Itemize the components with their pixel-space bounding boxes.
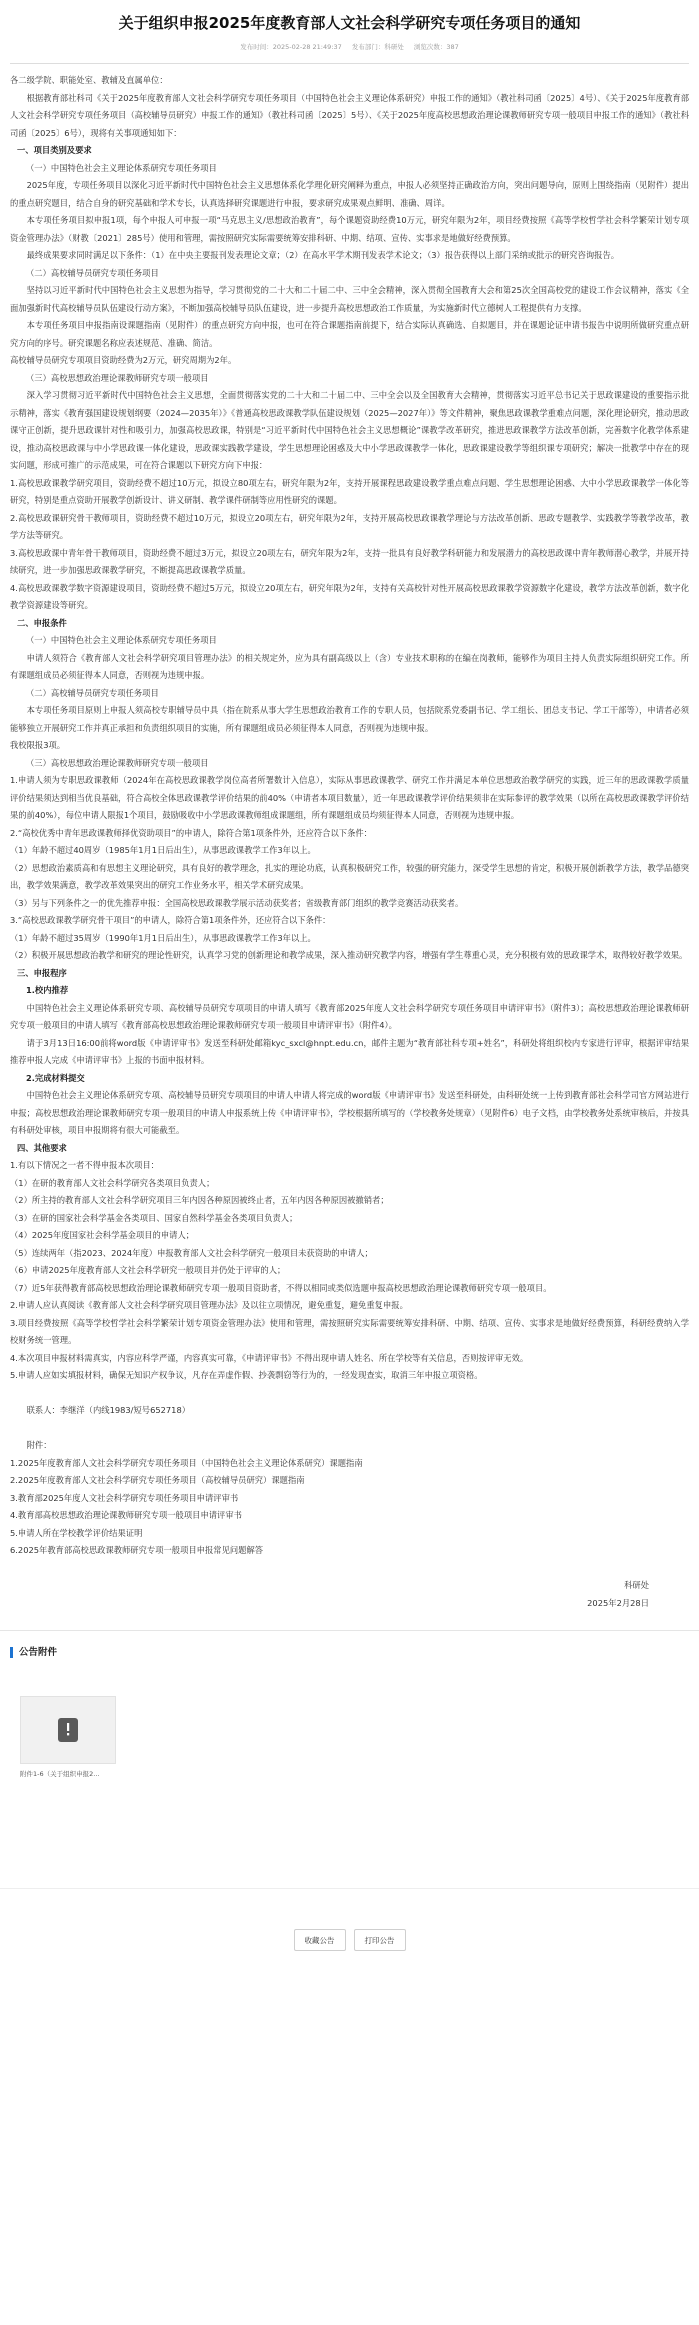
- paragraph: 2.“高校优秀中青年思政课教师择优资助项目”的申请人，除符合第1项条件外，还应符合以下条件：: [10, 827, 372, 838]
- action-bar: [0, 1888, 699, 1981]
- subsection-heading: （三）高校思想政治理论课教师研究专项一般项目: [26, 372, 209, 383]
- paragraph: 深入学习贯彻习近平新时代中国特色社会主义思想，全面贯彻落实党的二十大和二十届二中、三中全会以及全国教育大会精神，贯彻落实习近平总书记关于思政课建设的重要指示批示精神，落实《教育强国建设规划纲要（2024—2035年）》《普通高校思政课教学队伍建设规划（2025—2027年）》等文件精神，聚焦思政课教学重难点问题，深化理论研究，推动思政课守正创新，提升思政课针对性和吸引力，加强高校思政课，特别是“习近平新时代中国特色社会主义思想概论”课教学改革研究，推进思政课教学方法改革创新，完善数字化教学体系建设，推动高校思政课与中小学思政课一体化建设，思政课实践教学建设，学生思想理论困惑及大中小学思政课教学一体化，思政课建设教学等组织课专项研究；解决一批教学中存在的现实问题，形成可推广的示范成果，可在符合课题以下研究方向下申报：: [10, 390, 689, 470]
- paragraph: 坚持以习近平新时代中国特色社会主义思想为指导，学习贯彻党的二十大和二十届二中、三中全会精神，深入贯彻全国教育大会和第25次全国高校党的建设工作会议精神，落实《全面加强新时代高校辅导员队伍建设行动方案》，不断加强高校辅导员队伍建设，进一步提升高校思想政治工作质量，为实施新时代立德树人工程提供有力支撑。: [10, 285, 689, 313]
- paragraph: 联系人：李继洋（内线1983/短号652718）: [26, 1405, 191, 1415]
- paragraph: 1.申请人须为专职思政课教师（2024年在高校思政课教学岗位高者所署数计入信息），实际从事思政课教学、研究工作并满足本单位思想政治教学研究的实践，近三年的思政课教学质量评价结果须达到相当优良基础，符合高校全体思政课教学评价结果的前40%（申请者本项目数量），近一年思政课教学评价结果须非在实际参评的教学效果（以所在高校思政课教学评价结果的前40%），每位申请人限报1个项目，鼓励吸收中小学思政课教师组成课题组，所有课题组成员均须征得本人同意，否则视为违规申报。: [10, 775, 689, 820]
- blank-line: [10, 1560, 689, 1578]
- paragraph: 最终成果要求同时满足以下条件：（1）在中央主要报刊发表理论文章；（2）在高水平学术期刊发表学术论文；（3）报告获得以上部门采纳或批示的研究咨询报告。: [26, 250, 620, 260]
- header: [0, 0, 699, 57]
- print-button[interactable]: 打印公告: [354, 1929, 406, 1951]
- paragraph: 3.项目经费按照《高等学校哲学社会科学繁荣计划专项资金管理办法》使用和管理，需按照研究实际需要统筹安排科研、中期、结项、宣传、实事求是地做好经费预算，科研经费纳入学校财务统一管理。: [10, 1317, 689, 1345]
- paragraph: 2025年度，专项任务项目以深化习近平新时代中国特色社会主义思想体系化学理化研究阐释为重点，申报人必须坚持正确政治方向，突出问题导向，原则上围绕指南（见附件）提出的重点研究题目，结合自身的研究基础和学术专长，认真选择研究课题进行申报，要求研究成果观点鲜明、准确、周详。: [10, 180, 689, 208]
- page-title: 关于组织申报2025年度教育部人文社会科学研究专项任务项目的通知: [118, 14, 581, 32]
- paragraph: 2.高校思政课研究骨干教师项目，资助经费不超过10万元，拟设立20项左右，研究年限为2年，支持开展高校思政课教学理论与方法改革创新、思政专题教学、实践教学等教学改革，教学方法等研究。: [10, 512, 689, 540]
- paragraph: 中国特色社会主义理论体系研究专项、高校辅导员研究专项项目的申请人填写《教育部2025年度人文社会科学研究专项任务项目申请评审书》（附件3）；高校思想政治理论课教师研究专项一般项目的申请人填写《教育部高校思想政治理论课教师研究专项一般项目申请评审书》（附件4）。: [10, 1002, 689, 1030]
- section-heading: 三、申报程序: [17, 967, 67, 978]
- blank-line: [10, 1420, 689, 1438]
- attachments-section: [0, 1630, 699, 1778]
- paragraph: （6）申请2025年度教育部人文社会科学研究一般项目并仍处于评审的人；: [10, 1265, 286, 1275]
- paragraph: （3）另与下列条件之一的优先推荐申报：全国高校思政课教学展示活动获奖者；省级教育部门组织的教学竞赛活动获奖者。: [10, 897, 464, 908]
- paragraph: 6.2025年教育部高校思政课教师研究专项一般项目申报常见问题解答: [10, 1545, 264, 1555]
- subsection-heading: 1.校内推荐: [26, 985, 69, 995]
- favorite-button[interactable]: 收藏公告: [294, 1929, 346, 1951]
- paragraph: 5.申请人所在学校教学评价结果证明: [10, 1527, 143, 1538]
- attachments-title: 公告附件: [10, 1647, 689, 1658]
- paragraph: （7）近5年获得教育部高校思想政治理论课教师研究专项一般项目资助者，不得以相同或类似选题申报高校思想政治理论课教师研究专项一般项目。: [10, 1282, 552, 1293]
- section-heading: 二、申报条件: [17, 617, 67, 628]
- paragraph: 1.高校思政课教学研究项目，资助经费不超过10万元，拟设立80项左右，研究年限为2年，支持开展课程思政建设教学重点难点问题、学生思想理论困惑、大中小学思政课教学一体化等研究，特别是重点资助开展教学创新设计、讲义研制、教学课件研制等应用性研究的课题。: [10, 477, 689, 505]
- publish-department: 发布部门：科研处: [351, 43, 404, 51]
- attachment-thumbnail[interactable]: [20, 1696, 116, 1764]
- paragraph: 根据教育部社科司《关于2025年度教育部人文社会科学研究专项任务项目（中国特色社会主义理论体系研究）申报工作的通知》（教社科司函〔2025〕4号）、《关于2025年度教育部人文社会科学研究专项任务项目（高校辅导员研究）申报工作的通知》（教社科司函〔2025〕5号）、《关于2025年度高校思想政治理论课教师研究专项一般项目申报工作的通知》（教社科司函〔2025〕6号），现将有关事项通知如下：: [10, 92, 689, 138]
- paragraph: 3.教育部2025年度人文社会科学研究专项任务项目申请评审书: [10, 1492, 239, 1503]
- paragraph: 本专项任务项目拟申报1项，每个申报人可申报一项“马克思主义/思想政治教育”，每个课题资助经费10万元，研究年限为2年，项目经费按照《高等学校哲学社会科学繁荣计划专项资金管理办法》（财教〔2021〕285号）使用和管理，需按照研究实际需要统筹安排科研、中期、结项、宣传、实事求是地做好经费预算。: [10, 215, 689, 243]
- paragraph: 附件：: [26, 1440, 52, 1450]
- paragraph: 2.申请人应认真阅读《教育部人文社会科学研究项目管理办法》及以往立项情况，避免重复，避免重复申报。: [10, 1300, 408, 1310]
- view-count: 浏览次数：387: [413, 43, 459, 51]
- publish-time: 发布时间：2025-02-28 21:49:37: [240, 43, 342, 51]
- paragraph: 申请人须符合《教育部人文社会科学研究项目管理办法》的相关规定外，应为具有副高级以上（含）专业技术职称的在编在岗教师，能够作为项目主持人负责实际组织研究工作。所有课题组成员必须征得本人同意，否则视为违规申报。: [10, 652, 689, 680]
- subsection-heading: （三）高校思想政治理论课教师研究专项一般项目: [26, 757, 209, 768]
- attachment-file-name[interactable]: 附件1-6（关于组织申报2...: [20, 1770, 100, 1778]
- article-body: [0, 64, 699, 1612]
- paragraph: （1）年龄不超过40周岁（1985年1月1日后出生），从事思政课教学工作3年以上。: [10, 845, 316, 855]
- paragraph: （2）所主持的教育部人文社会科学研究项目三年内因各种原因被终止者，五年内因各种原因被撤销者；: [10, 1195, 389, 1205]
- section-heading: 一、项目类别及要求: [17, 145, 92, 155]
- blank-line: [10, 1385, 689, 1403]
- paragraph: 4.教育部高校思想政治理论课教师研究专项一般项目申请评审书: [10, 1510, 242, 1520]
- section-heading: 四、其他要求: [17, 1142, 67, 1153]
- paragraph: （2）思想政治素质高和有思想主义理论研究，具有良好的教学理念，扎实的理论功底，认真积极研究工作，较强的研究能力，深受学生思想的肯定，积极开展创新教学方法，教学品德突出，教学效果满意，教学改革效果突出的研究工作业务水平，相关学术研究成果。: [10, 862, 689, 890]
- publish-meta: [10, 42, 689, 51]
- paragraph: 各二级学院、职能处室、教辅及直属单位：: [10, 75, 168, 85]
- paragraph: （1）年龄不超过35周岁（1990年1月1日后出生），从事思政课教学工作3年以上。: [10, 932, 316, 943]
- paragraph: 我校限报3项。: [10, 740, 66, 750]
- paragraph: 2.2025年度教育部人文社会科学研究专项任务项目（高校辅导员研究）课题指南: [10, 1475, 305, 1485]
- paragraph: 1.有以下情况之一者不得申报本次项目：: [10, 1160, 159, 1170]
- paragraph: 本专项任务项目申报指南设课题指南（见附件）的重点研究方向申报，也可在符合课题指南前提下，结合实际认真确选、自拟题目，并在课题论证申请书报告中说明所做研究重点研究方向的序号。研究课题名称应表述规范、准确、简洁。: [10, 320, 689, 348]
- subsection-heading: （一）中国特色社会主义理论体系研究专项任务项目: [26, 635, 217, 645]
- paragraph: （1）在研的教育部人文社会科学研究各类项目负责人；: [10, 1177, 215, 1188]
- paragraph: （3）在研的国家社会科学基金各类项目、国家自然科学基金各类项目负责人；: [10, 1212, 298, 1223]
- subsection-heading: （二）高校辅导员研究专项任务项目: [26, 267, 159, 278]
- signature-line: 2025年2月28日: [587, 1597, 649, 1608]
- paragraph: 5.申请人应如实填报材料，确保无知识产权争议，凡存在弄虚作假、抄袭剽窃等行为的，一经发现查实，取消三年申报立项资格。: [10, 1370, 483, 1380]
- paragraph: 本专项任务项目原则上申报人须高校专职辅导员中具（指在院系从事大学生思想政治教育工作的专职人员，包括院系党委副书记、学工组长、团总支书记、学工干部等），申请者必须能够独立开展研究工作并真正承担和负责组织项目的实施，所有课题组成员必须征得本人同意，否则视为违规申报。: [10, 705, 689, 733]
- paragraph: （2）积极开展思想政治教学和研究的理论性研究，认真学习党的创新理论和教学成果，深入推动研究教学内容，增强有学生尊重心灵，充分积极有效的思政课学术，取得较好教学效果。: [10, 950, 688, 960]
- subsection-heading: （二）高校辅导员研究专项任务项目: [26, 687, 159, 698]
- paragraph: 3.“高校思政课教学研究骨干项目”的申请人，除符合第1项条件外，还应符合以下条件：: [10, 915, 331, 925]
- paragraph: 3.高校思政课中青年骨干教师项目，资助经费不超过3万元，拟设立20项左右，研究年限为2年，支持一批具有良好教学科研能力和发展潜力的高校思政课中青年教师潜心教学，并展开持续研究，进一步加强思政课教学研究，不断提高思政课教学质量。: [10, 547, 689, 575]
- paragraph: （4）2025年度国家社会科学基金项目的申请人；: [10, 1230, 195, 1240]
- subsection-heading: （一）中国特色社会主义理论体系研究专项任务项目: [26, 162, 217, 173]
- attachment-file[interactable]: [20, 1696, 120, 1778]
- paragraph: 4.本次项目申报材料需真实，内容应科学严谨，内容真实可靠，《申请评审书》不得出现申请人姓名、所在学校等有关信息，否则按评审无效。: [10, 1352, 529, 1363]
- document-icon: [57, 1717, 79, 1743]
- signature-line: 科研处: [624, 1580, 649, 1590]
- paragraph: 高校辅导员研究专项项目资助经费为2万元，研究周期为2年。: [10, 355, 237, 365]
- paragraph: 4.高校思政课教学数字资源建设项目，资助经费不超过5万元，拟设立20项左右，研究年限为2年，支持有关高校针对性开展高校思政课教学资源数字化建设，教学方法改革创新，数字化教学资源建设等研究。: [10, 582, 689, 610]
- paragraph: 中国特色社会主义理论体系研究专项、高校辅导员研究专项项目的申请人申请人将完成的word版《申请评审书》发送至科研处，由科研处统一上传到教育部社会科学司官方网站进行申报；高校思想政治理论课教师研究专项一般项目的申请人申报系统上传《申请评审书》，学校根据所填写的（学校教务处规章）（见附件6）电子文档，由学校教务处系统审核后，并按具有科研处审核，项目申报期将有很大可能截至。: [10, 1090, 689, 1135]
- paragraph: 1.2025年度教育部人文社会科学研究专项任务项目（中国特色社会主义理论体系研究）课题指南: [10, 1457, 363, 1468]
- subsection-heading: 2.完成材料提交: [26, 1072, 85, 1083]
- paragraph: （5）连续两年（指2023、2024年度）申报教育部人文社会科学研究一般项目未获资助的申请人；: [10, 1247, 373, 1258]
- paragraph: 请于3月13日16:00前将word版《申请评审书》发送至科研处邮箱kyc_sxcl@hnpt.edu.cn，邮件主题为“教育部社科专项+姓名”，科研处将组织校内专家进行评审，根据评审结果推荐申报人完成《申请评审书》上报的书面申报材料。: [10, 1037, 689, 1065]
